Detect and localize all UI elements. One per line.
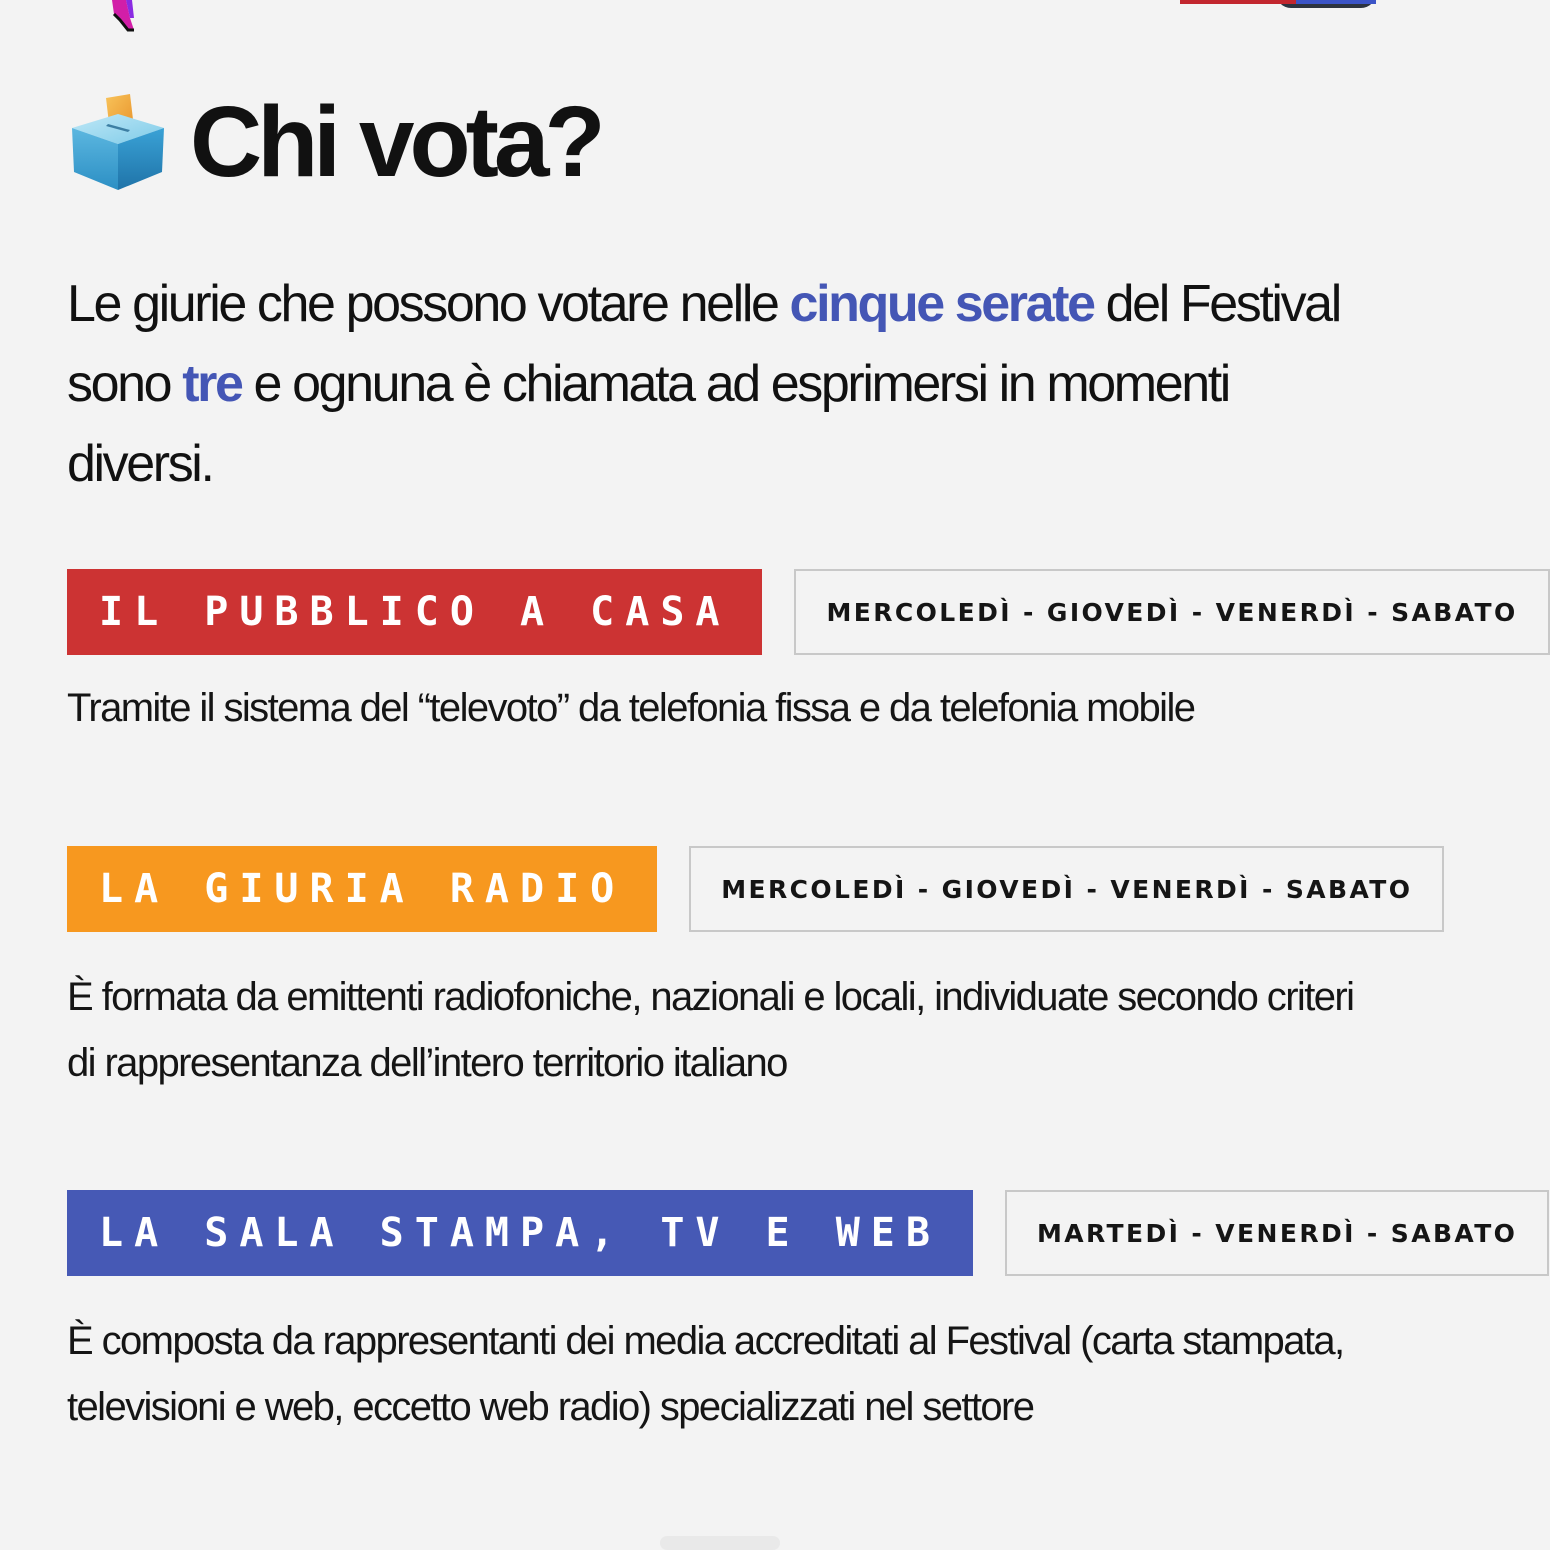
jury-header <box>67 1190 1549 1276</box>
jury-card-public <box>67 569 1550 741</box>
jury-description: È formata da emittenti radiofoniche, nazionali e locali, individuate secondo criteri di rappresentanza dell’intero territorio italiano <box>67 975 1354 1085</box>
jury-label-badge: LA SALA STAMPA, TV E WEB <box>67 1190 973 1276</box>
jury-card-radio <box>67 846 1444 1096</box>
intro-paragraph <box>67 264 1367 504</box>
jury-label-badge: LA GIURIA RADIO <box>67 846 657 932</box>
jury-days-badge: MARTEDÌ - VENERDÌ - SABATO <box>1005 1190 1549 1276</box>
jury-description: Tramite il sistema del “televoto” da telefonia fissa e da telefonia mobile <box>67 686 1195 730</box>
jury-description: È composta da rappresentanti dei media accreditati al Festival (carta stampata, televisioni e web, eccetto web radio) specializzati nel settore <box>67 1319 1344 1429</box>
header-bar-blue <box>1296 0 1376 4</box>
intro-highlight-five-evenings: cinque serate <box>789 275 1094 333</box>
intro-highlight-three: tre <box>182 355 242 413</box>
jury-card-press <box>67 1190 1549 1440</box>
ballot-box-icon <box>68 90 168 194</box>
jury-days-badge: MERCOLEDÌ - GIOVEDÌ - VENERDÌ - SABATO <box>794 569 1549 655</box>
jury-header <box>67 846 1444 932</box>
intro-text-2: del Festival sono <box>67 275 1340 413</box>
intro-text-1: Le giurie che possono votare nelle <box>67 275 790 333</box>
page-title: Chi vota? <box>190 86 601 198</box>
jury-days-badge: MERCOLEDÌ - GIOVEDÌ - VENERDÌ - SABATO <box>689 846 1444 932</box>
brand-logo-icon[interactable] <box>106 0 138 32</box>
section-heading <box>68 86 601 198</box>
intro-text-3: e ognuna è chiamata ad esprimersi in momenti diversi. <box>67 355 1229 493</box>
jury-header <box>67 569 1550 655</box>
header-color-bars <box>1180 0 1376 8</box>
jury-label-badge: IL PUBBLICO A CASA <box>67 569 762 655</box>
scroll-handle[interactable] <box>660 1536 780 1550</box>
header-bar-red <box>1180 0 1296 4</box>
